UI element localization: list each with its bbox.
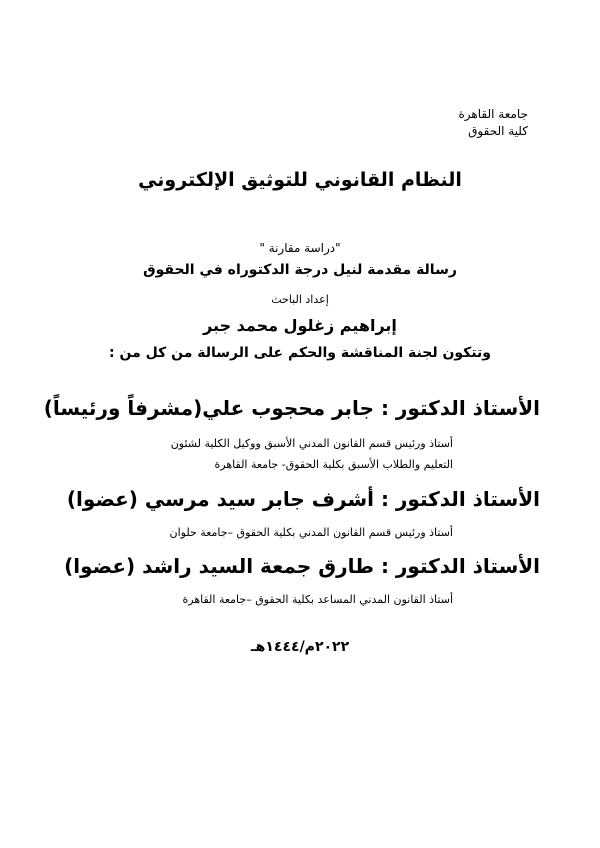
thesis-purpose: رسالة مقدمة لنيل درجة الدكتوراه في الحقوق	[143, 262, 457, 278]
faculty-name: كلية الحقوق	[468, 124, 528, 138]
prepared-by-label: إعداد الباحث	[271, 293, 329, 306]
committee-member-1-name: الأستاذ الدكتور : جابر محجوب علي(مشرفاً ورئيساً)	[43, 396, 540, 420]
committee-member-3-desc-line-1: أستاذ القانون المدني المساعد بكلية الحقوق –جامعة القاهرة	[182, 593, 453, 606]
committee-member-2-desc-line-1: أستاذ ورئيس قسم القانون المدني بكلية الحقوق –جامعة حلوان	[169, 526, 453, 539]
page-title: النظام القانوني للتوثيق الإلكتروني	[138, 169, 462, 191]
thesis-date: ٢٠٢٢م/١٤٤٤هـ	[250, 639, 350, 655]
committee-intro: وتتكون لجنة المناقشة والحكم على الرسالة من كل من :	[109, 345, 491, 361]
committee-member-1-desc-line-1: أستاذ ورئيس قسم القانون المدني الأسبق ووكيل الكلية لشئون	[170, 437, 453, 450]
committee-member-3-name: الأستاذ الدكتور : طارق جمعة السيد راشد (عضوا)	[64, 554, 540, 578]
researcher-name: إبراهيم زغلول محمد جبر	[203, 316, 397, 335]
university-name: جامعة القاهرة	[458, 107, 528, 121]
study-type: "دراسة مقارنة "	[259, 241, 341, 255]
committee-member-2-name: الأستاذ الدكتور : أشرف جابر سيد مرسي (عضوا)	[66, 487, 540, 511]
committee-member-1-desc-line-2: التعليم والطلاب الأسبق بكلية الحقوق- جامعة القاهرة	[214, 458, 453, 471]
